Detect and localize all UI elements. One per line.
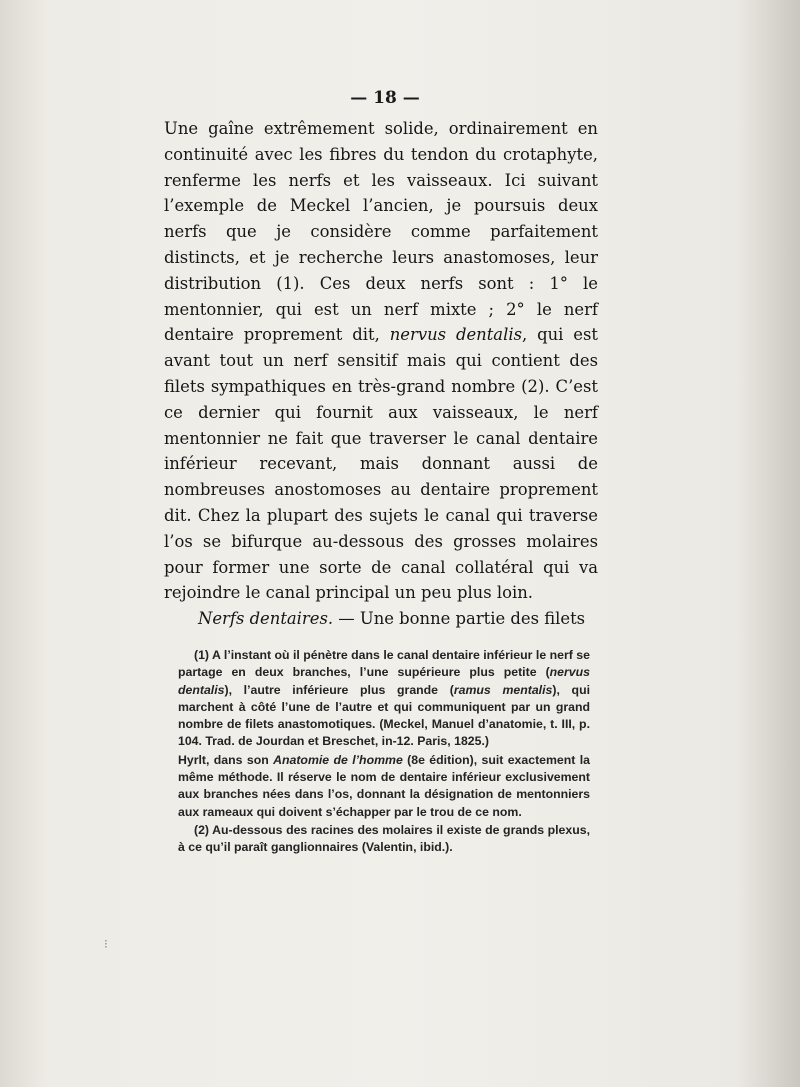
paragraph-2-text: — Une bonne partie des filets	[333, 609, 586, 629]
footnote-hyrtl-text-b: (8e édition), suit exactement la même méthode. Il réserve le nom de dentaire inférieur exclusivement aux branches nées dans l’os, donnant la désignation de mentonniers aux rameaux qui doivent s’échapper par le trou de ce nom.	[178, 752, 591, 819]
footnote-1-italic-a: nervus dentalis	[178, 665, 590, 697]
margin-ink-mark: ⁝	[104, 937, 108, 951]
footnote-1	[178, 647, 590, 751]
footnote-hyrtl-italic: Anatomie de l’homme	[273, 752, 403, 767]
paragraph-1-first-line: Une gaîne extrêmement solide, ordinairement en	[164, 119, 598, 138]
footnote-2: (2) Au-dessous des racines des molaires il existe de grands plexus, à ce qu’il paraît ganglionnaires (Valentin, ibid.).	[178, 822, 590, 855]
section-heading-nerfs-dentaires: Nerfs dentaires.	[198, 609, 334, 629]
paragraph-2	[164, 606, 598, 632]
footnote-1-text-b: ), l’autre inférieure plus grande (	[224, 682, 454, 697]
paragraph-1	[164, 116, 598, 606]
paragraph-1-italic-term: nervus dentalis	[389, 325, 522, 345]
page-number: — 18 —	[350, 88, 420, 108]
footnote-1-text-a: (1) A l’instant où il pénètre dans le canal dentaire inférieur le nerf se partage en deux branches, l’une supérieure plus petite (	[178, 648, 590, 680]
paragraph-1-text-b: , qui est avant tout un nerf sensitif mais qui contient des filets sympathiques en très-grand nombre (2). C’est ce dernier qui fournit aux vaisseaux, le nerf mentonnier ne fait que traverser le canal dentaire inférieur recevant, mais donnant aussi de nombreuses anostomoses au dentaire proprement dit. Chez la plupart des sujets le canal qui traverse l’os se bifurque au-dessous des grosses molaires pour former une sorte de canal collatéral qui va rejoindre le canal principal un peu plus loin.	[164, 325, 598, 603]
footnote-hyrtl	[178, 752, 590, 821]
paragraph-1-text-a: continuité avec les fibres du tendon du crotaphyte, renferme les nerfs et les vaisseaux. Ici suivant l’exemple de Meckel l’ancien, je poursuis deux nerfs que je considère comme parfaitement distincts, et je recherche leurs anastomoses, leur distribution (1). Ces deux nerfs sont : 1° le mentonnier, qui est un nerf mixte ; 2° le nerf dentaire proprement dit,	[164, 144, 598, 345]
footnote-1-text-c: ), qui marchent à côté l’une de l’autre et qui communiquent par un grand nombre de filets anastomotiques. (Meckel, Manuel d’anatomie, t. III, p. 104. Trad. de Jourdan et Breschet, in-12. Paris, 1825.)	[178, 682, 591, 749]
footnotes	[178, 647, 590, 858]
footnote-1-italic-b: ramus mentalis	[453, 682, 553, 697]
main-text	[164, 116, 598, 632]
footnote-hyrtl-text-a: Hyrlt, dans son	[178, 752, 274, 767]
